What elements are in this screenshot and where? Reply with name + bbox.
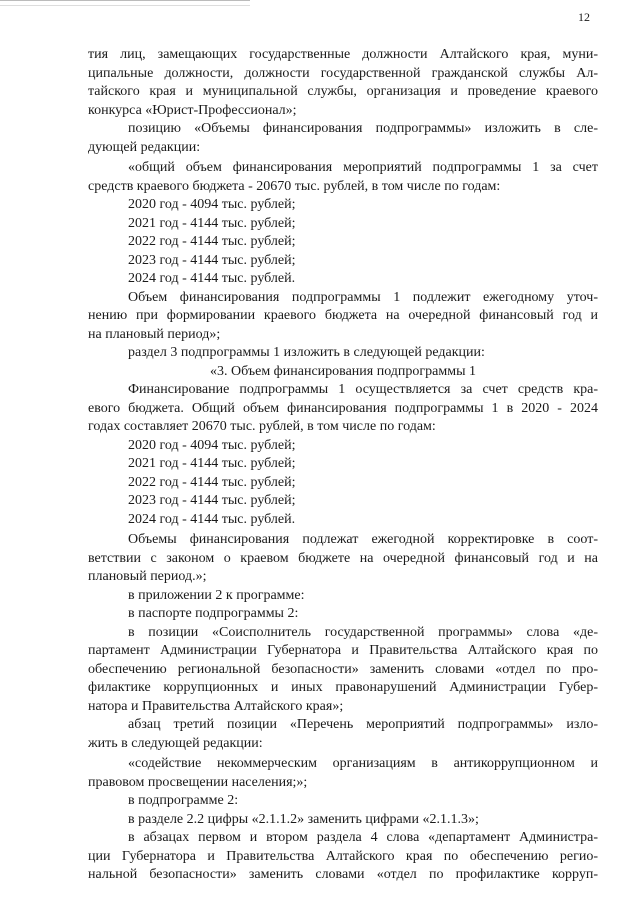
- page-number: 12: [578, 10, 590, 24]
- text-line: 2020 год - 4094 тыс. рублей;: [128, 197, 296, 212]
- text-line: «содействие некоммерческим организациям в антикоррупционном и: [128, 756, 598, 771]
- text-line: годах составляет 20670 тыс. рублей, в том числе по годам:: [88, 419, 436, 434]
- text-line: 2024 год - 4144 тыс. рублей.: [128, 271, 296, 286]
- text-line: натора и Правительства Алтайского края»;: [88, 698, 344, 714]
- text-line: ветствии с законом о краевом бюджете на очередной финансовый год и на: [88, 550, 598, 566]
- text-line: раздел 3 подпрограммы 1 изложить в следующей редакции:: [128, 345, 485, 360]
- text-line: 2020 год - 4094 тыс. рублей;: [128, 437, 296, 453]
- text-line: позицию «Объемы финансирования подпрограммы» изложить в сле-: [128, 121, 598, 136]
- text-line: в разделе 2.2 цифры «2.1.1.2» заменить цифрами «2.1.1.3»;: [128, 811, 479, 827]
- text-line: филактике коррупционных и иных правонарушений Администрации Губер-: [88, 680, 598, 695]
- text-line: ципальные должности, должности государственной гражданской службы Ал-: [88, 65, 598, 81]
- text-line: «3. Объем финансирования подпрограммы 1: [209, 363, 476, 379]
- document-body: [88, 46, 598, 885]
- text-line: правовом просвещении населения;»;: [88, 774, 308, 790]
- text-line: плановый период.»;: [88, 569, 207, 584]
- text-line: 2021 год - 4144 тыс. рублей;: [128, 215, 296, 231]
- text-line: абзац третий позиции «Перечень мероприятий подпрограммы» изло-: [128, 717, 598, 732]
- text-line: жить в следующей редакции:: [88, 735, 263, 751]
- text-line: 2021 год - 4144 тыс. рублей;: [128, 456, 296, 471]
- text-line: «общий объем финансирования мероприятий подпрограммы 1 за счет: [128, 160, 598, 175]
- text-line: в паспорте подпрограммы 2:: [128, 606, 299, 621]
- text-line: конкурса «Юрист-Профессионал»;: [88, 102, 297, 118]
- text-line: нальной безопасности» заменить словами «отдел по профилактике корруп-: [88, 867, 598, 882]
- text-line: 2023 год - 4144 тыс. рублей;: [128, 493, 296, 508]
- text-line: ции Губернатора и Правительства Алтайского края по обеспечению регио-: [88, 848, 598, 864]
- text-line: в подпрограмме 2:: [128, 793, 239, 808]
- text-line: дующей редакции:: [88, 139, 201, 155]
- text-line: 2023 год - 4144 тыс. рублей;: [128, 252, 296, 268]
- scan-edge-mark: [0, 0, 250, 6]
- text-line: 2022 год - 4144 тыс. рублей;: [128, 474, 296, 490]
- text-line: партамент Администрации Губернатора и Правительства Алтайского края по: [88, 643, 598, 658]
- text-line: в абзацах первом и втором раздела 4 слова «департамент Администра-: [128, 830, 598, 845]
- text-line: нению при формировании краевого бюджета на очередной финансовый год и: [88, 308, 598, 323]
- text-line: средств краевого бюджета - 20670 тыс. рублей, в том числе по годам:: [88, 178, 501, 194]
- text-line: Объемы финансирования подлежат ежегодной корректировке в соот-: [128, 532, 598, 547]
- text-line: тайского края и муниципальной службы, организация и проведение краевого: [88, 84, 598, 99]
- text-line: Финансирование подпрограммы 1 осуществляется за счет средств кра-: [128, 382, 598, 397]
- text-line: обеспечению региональной безопасности» заменить словами «отдел по про-: [88, 661, 598, 677]
- text-line: Объем финансирования подпрограммы 1 подлежит ежегодному уточ-: [128, 289, 598, 305]
- text-line: в приложении 2 к программе:: [128, 587, 305, 603]
- text-line: евого бюджета. Общий объем финансирования подпрограммы 1 в 2020 - 2024: [88, 400, 598, 416]
- text-line: 2024 год - 4144 тыс. рублей.: [128, 511, 296, 527]
- text-line: в позиции «Соисполнитель государственной программы» слова «де-: [128, 624, 598, 640]
- text-line: 2022 год - 4144 тыс. рублей;: [128, 234, 296, 249]
- text-line: тия лиц, замещающих государственные должности Алтайского края, муни-: [88, 47, 598, 62]
- text-line: на плановый период»;: [88, 326, 221, 342]
